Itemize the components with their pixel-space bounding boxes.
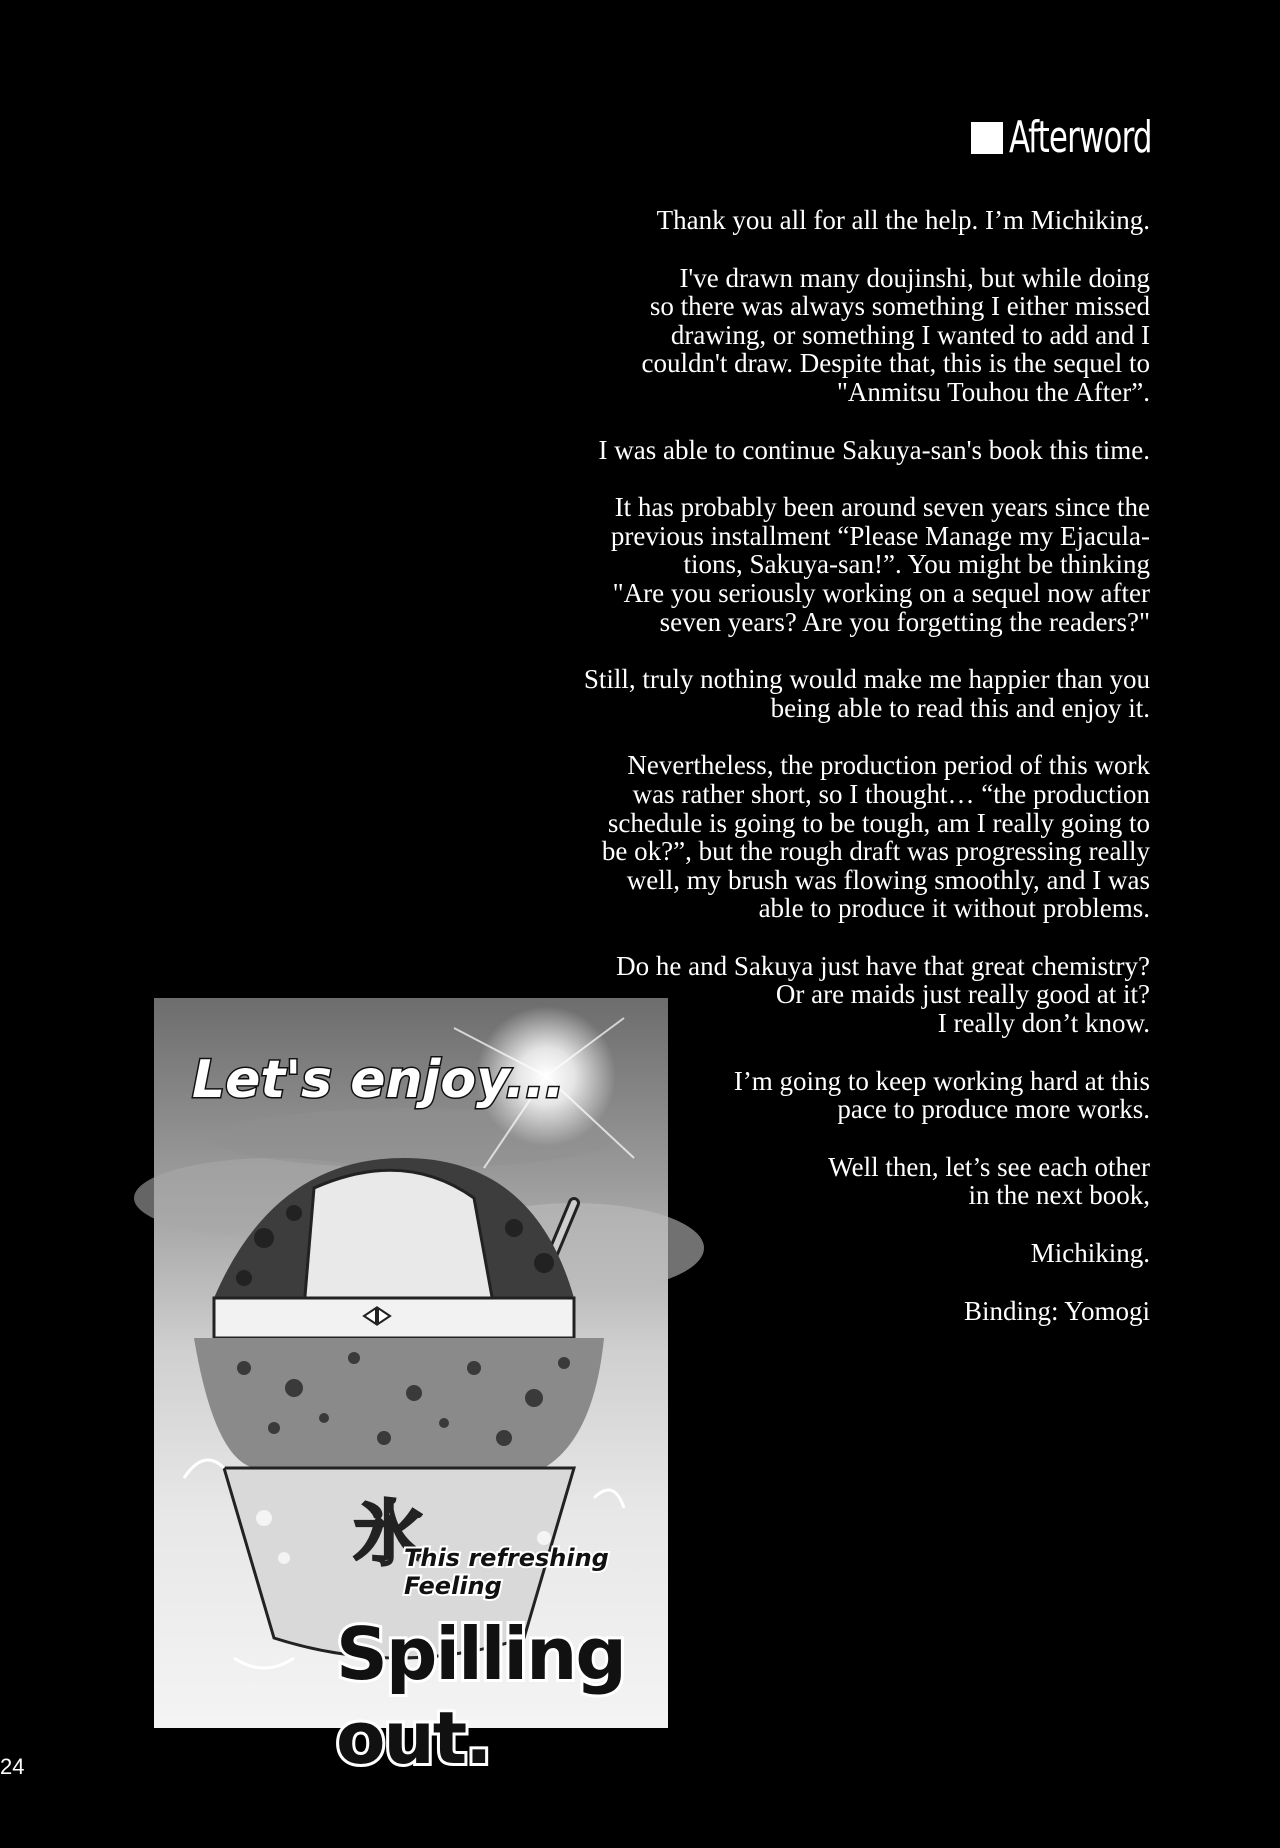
afterword-line: schedule is going to be tough, am I really going to — [607, 807, 1150, 838]
afterword-paragraph — [430, 206, 1150, 235]
afterword-line: I was able to continue Sakuya-san's book this time. — [598, 434, 1150, 465]
illustration-caption-middle: This refreshing Feeling — [404, 1544, 609, 1600]
afterword-line: I’m going to keep working hard at this — [733, 1065, 1150, 1096]
afterword-line: be ok?”, but the rough draft was progressing really — [601, 836, 1150, 867]
afterword-paragraph — [430, 264, 1150, 407]
afterword-line: I've drawn many doujinshi, but while doing — [679, 262, 1150, 293]
afterword-line: Thank you all for all the help. I’m Michiking. — [656, 205, 1150, 235]
afterword-line: being able to read this and enjoy it. — [770, 692, 1150, 723]
afterword-line: It has probably been around seven years since the — [614, 492, 1150, 523]
afterword-line: seven years? Are you forgetting the readers?" — [659, 606, 1150, 637]
afterword-line: I really don’t know. — [937, 1008, 1150, 1039]
shaved-ice-illustration — [154, 998, 668, 1780]
afterword-line: Michiking. — [1030, 1238, 1150, 1269]
page-number: 24 — [0, 1754, 25, 1779]
afterword-heading — [971, 112, 1150, 163]
afterword-line: Well then, let’s see each other — [828, 1151, 1150, 1182]
afterword-line: pace to produce more works. — [837, 1094, 1150, 1125]
afterword-line: "Are you seriously working on a sequel now after — [612, 577, 1150, 608]
afterword-line: Nevertheless, the production period of this work — [627, 750, 1150, 781]
afterword-line: previous installment “Please Manage my Ejacula- — [610, 520, 1150, 551]
afterword-line: couldn't draw. Despite that, this is the sequel to — [641, 348, 1150, 379]
cup-kanji: 氷 — [354, 1493, 424, 1575]
afterword-line: "Anmitsu Touhou the After”. — [836, 376, 1150, 407]
afterword-line: drawing, or something I wanted to add and I — [670, 319, 1150, 350]
afterword-paragraph — [430, 665, 1150, 722]
illustration-caption-top: Let's enjoy... — [192, 1050, 565, 1110]
afterword-line: Do he and Sakuya just have that great chemistry? — [616, 950, 1150, 981]
afterword-paragraph — [430, 751, 1150, 923]
afterword-line: Binding: Yomogi — [963, 1295, 1150, 1326]
afterword-line: Still, truly nothing would make me happier than you — [583, 664, 1150, 695]
afterword-line: well, my brush was flowing smoothly, and I was — [626, 864, 1150, 895]
afterword-line: able to produce it without problems. — [758, 893, 1150, 924]
afterword-paragraph — [430, 493, 1150, 636]
afterword-line: was rather short, so I thought… “the production — [632, 778, 1150, 809]
afterword-paragraph — [430, 436, 1150, 465]
illustration-caption-bottom: Spilling out. — [336, 1612, 625, 1780]
afterword-line: tions, Sakuya-san!”. You might be thinking — [683, 549, 1150, 580]
afterword-line: so there was always something I either missed — [649, 291, 1150, 322]
afterword-line: Or are maids just really good at it? — [775, 979, 1150, 1010]
square-bullet-icon — [971, 122, 1003, 154]
afterword-line: in the next book, — [968, 1180, 1150, 1211]
afterword-title: Afterword — [1008, 112, 1152, 163]
